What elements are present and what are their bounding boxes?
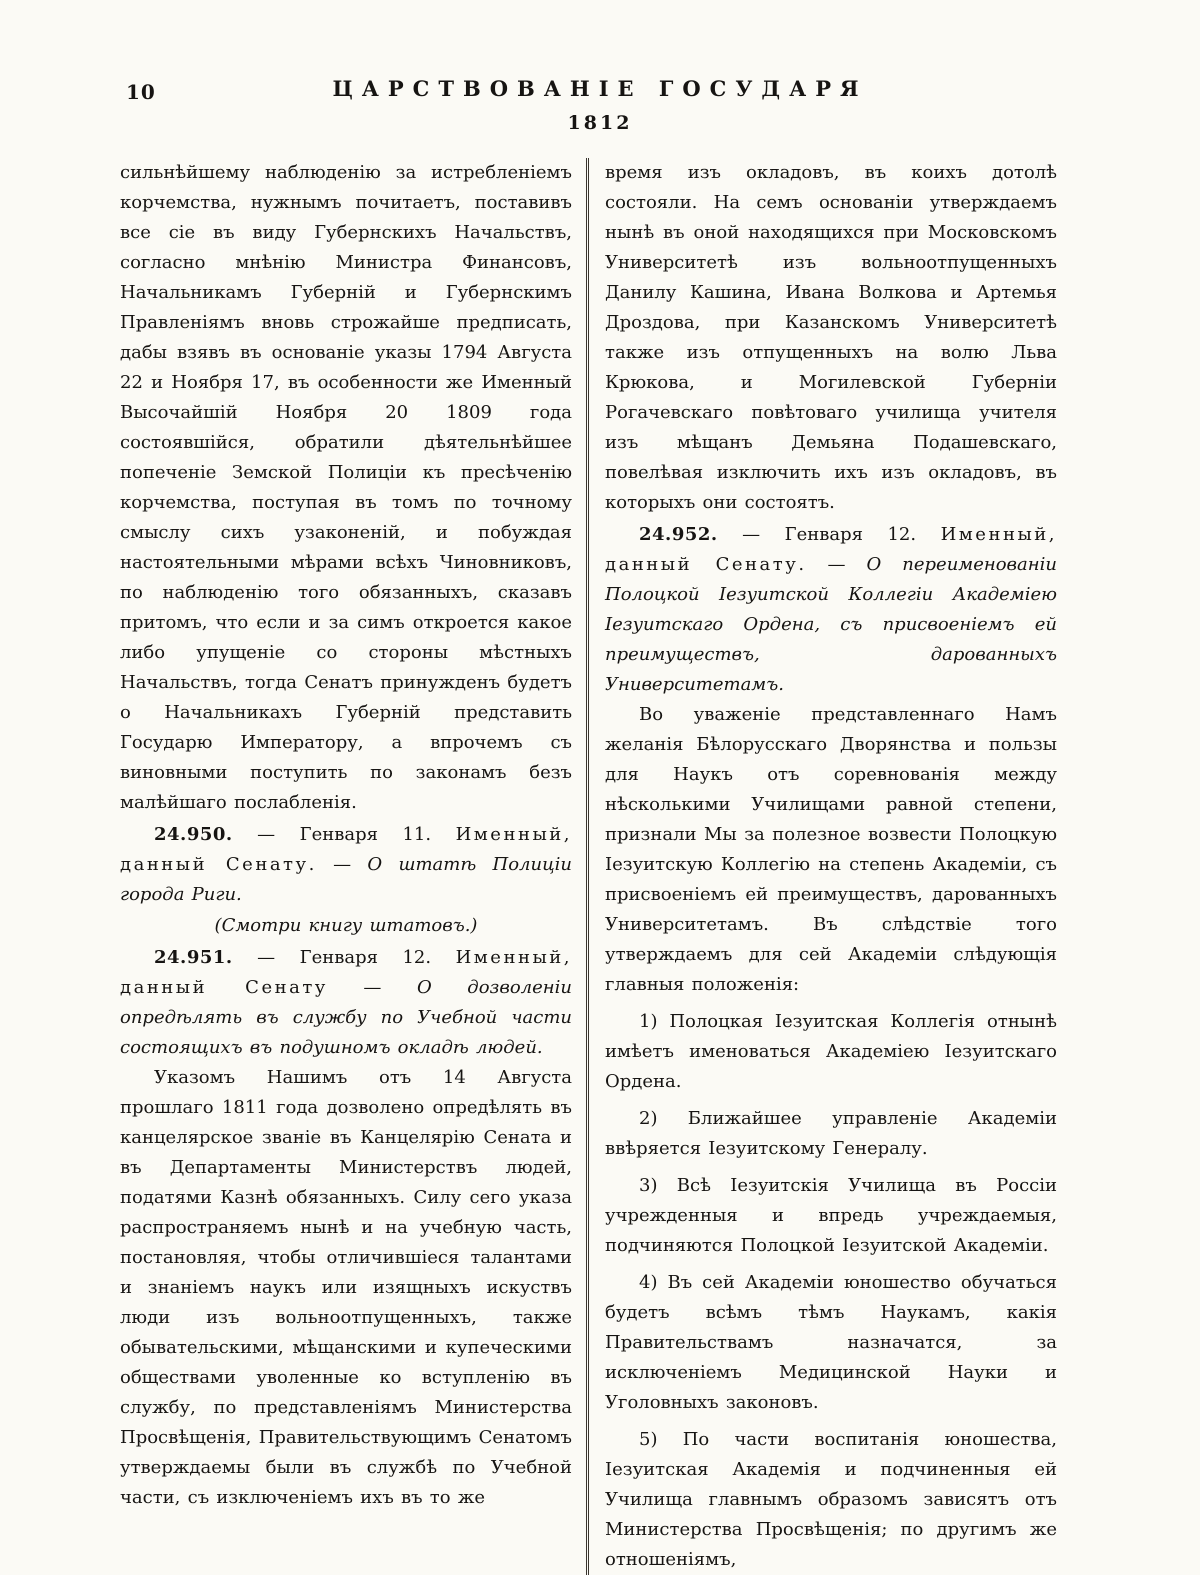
paragraph-continuation: [120, 158, 572, 818]
text-run: Именный, данный Сенату.: [120, 824, 572, 875]
text-run: О переименованіи Полоцкой Іезуитской Коллегіи Академіею Іезуитскаго Ордена, съ присвоеніемъ ей преимуществъ, дарованныхъ Университетамъ.: [605, 554, 1057, 695]
page-number: 10: [126, 80, 156, 104]
text-run: Во уваженіе представленнаго Намъ желанія Бѣлорусскаго Дворянства и пользы для Наукъ отъ соревнованія между нѣсколькими Училищами равной степени, признали Мы за полезное возвести Полоцкую Іезуитскую Коллегію на степень Академіи, съ присвоеніемъ ей преимуществъ, дарованныхъ Университетамъ. Въ слѣдствіе того утверждаемъ для сей Академіи слѣдующія главныя положенія:: [605, 704, 1057, 995]
text-run: Указомъ Нашимъ отъ 14 Августа прошлаго 1811 года дозволено опредѣлять въ канцелярское званіе въ Канцелярію Сената и въ Департаменты Министерствъ людей, податями Казнѣ обязанныхъ. Силу сего указа распространяемъ нынѣ и на учебную часть, постановляя, чтобы отличившіеся талантами и знаніемъ наукъ или изящныхъ искуствъ люди изъ вольноотпущенныхъ, также обывательскими, мѣщанскими и купеческими обществами уволенные ко вступленію въ службу, по представленіямъ Министерства Просвѣщенія, Правительствующимъ Сенатомъ утверждаемы были въ службѣ по Учебной части, съ изключеніемъ ихъ въ то же: [120, 1067, 572, 1508]
text-run: —: [316, 854, 368, 875]
numbered-clause: [605, 1104, 1057, 1164]
text-run: — Генваря 11.: [232, 824, 456, 845]
numbered-clause: [605, 1268, 1057, 1418]
running-title: ЦАРСТВОВАНІЕ ГОСУДАРЯ: [332, 76, 868, 101]
text-run: —: [806, 554, 867, 575]
text-run: 2) Ближайшее управленіе Академіи ввѣряется Іезуитскому Генералу.: [605, 1108, 1057, 1159]
stats-book-note: [120, 911, 572, 941]
text-run: 4) Въ сей Академіи юношество обучаться будетъ всѣмъ тѣмъ Наукамъ, какія Правительствамъ назначатся, за исключеніемъ Медицинской Науки и Уголовныхъ законовъ.: [605, 1272, 1057, 1413]
text-columns: [120, 158, 1080, 1575]
text-run: 24.951.: [154, 947, 233, 968]
numbered-clause: [605, 1171, 1057, 1261]
document-page: [120, 0, 1080, 1575]
paragraph: [605, 700, 1057, 1000]
paragraph: [120, 1063, 572, 1513]
left-column: [120, 158, 586, 1575]
text-run: (Смотри книгу штатовъ.): [214, 915, 478, 936]
act-heading: [120, 943, 572, 1063]
act-heading: [605, 520, 1057, 700]
text-run: — Генваря 12.: [232, 947, 456, 968]
text-run: О штатѣ Полиціи города Риги.: [120, 854, 573, 905]
text-run: сильнѣйшему наблюденію за истребленіемъ корчемства, нужнымъ почитаетъ, поставивъ все сіе въ виду Губернскихъ Начальствъ, согласно мнѣнію Министра Финансовъ, Начальникамъ Губерній и Губернскимъ Правленіямъ вновь строжайше предписать, дабы взявъ въ основаніе указы 1794 Августа 22 и Ноября 17, въ особенности же Именный Высочайшій Ноября 20 1809 года состоявшійся, обратили дѣятельнѣйшее попеченіе Земской Полиціи къ пресѣченію корчемства, поступая въ томъ по точному смыслу сихъ узаконеній, и побуждая настоятельными мѣрами всѣхъ Чиновниковъ, по наблюденію того обязанныхъ, сказавъ притомъ, что если и за симъ откроется какое либо упущеніе со стороны мѣстныхъ Начальствъ, тогда Сенатъ принужденъ будетъ о Начальникахъ Губерній представить Государю Императору, а впрочемъ съ виновными поступить по законамъ безъ малѣйшаго послабленія.: [120, 162, 572, 813]
text-run: О дозволеніи опредѣлять въ службу по Учебной части состоящихъ въ подушномъ окладѣ людей.: [120, 977, 572, 1058]
year-heading: 1812: [567, 112, 633, 134]
text-run: 24.952.: [639, 524, 718, 545]
text-run: 24.950.: [154, 824, 233, 845]
text-run: 1) Полоцкая Іезуитская Коллегія отнынѣ имѣетъ именоваться Академіею Іезуитскаго Ордена.: [605, 1011, 1057, 1092]
act-heading: [120, 820, 572, 910]
text-run: —: [327, 977, 417, 998]
numbered-clause: [605, 1425, 1057, 1575]
text-run: Именный, данный Сенату.: [605, 524, 1057, 575]
text-run: 5) По части воспитанія юношества, Іезуитская Академія и подчиненныя ей Училища главнымъ образомъ зависятъ отъ Министерства Просвѣщенія; по другимъ же отношеніямъ,: [605, 1429, 1057, 1570]
text-run: 3) Всѣ Іезуитскія Училища въ Россіи учрежденныя и впредь учреждаемыя, подчиняются Полоцкой Іезуитской Академіи.: [605, 1175, 1057, 1256]
text-run: Именный, данный Сенату: [120, 947, 572, 998]
numbered-clause: [605, 1007, 1057, 1097]
right-column: [589, 158, 1057, 1575]
paragraph-continuation: [605, 158, 1057, 518]
text-run: время изъ окладовъ, въ коихъ дотолѣ состояли. На семъ основаніи утверждаемъ нынѣ въ оной находящихся при Московскомъ Университетѣ изъ вольноотпущенныхъ Данилу Кашина, Ивана Волкова и Артемья Дроздова, при Казанскомъ Университетѣ также изъ отпущенныхъ на волю Льва Крюкова, и Могилевской Губерніи Рогачевскаго повѣтоваго училища учителя изъ мѣщанъ Демьяна Подашевскаго, повелѣвая изключить ихъ изъ окладовъ, въ которыхъ они состоятъ.: [605, 162, 1057, 513]
text-run: — Генваря 12.: [717, 524, 941, 545]
